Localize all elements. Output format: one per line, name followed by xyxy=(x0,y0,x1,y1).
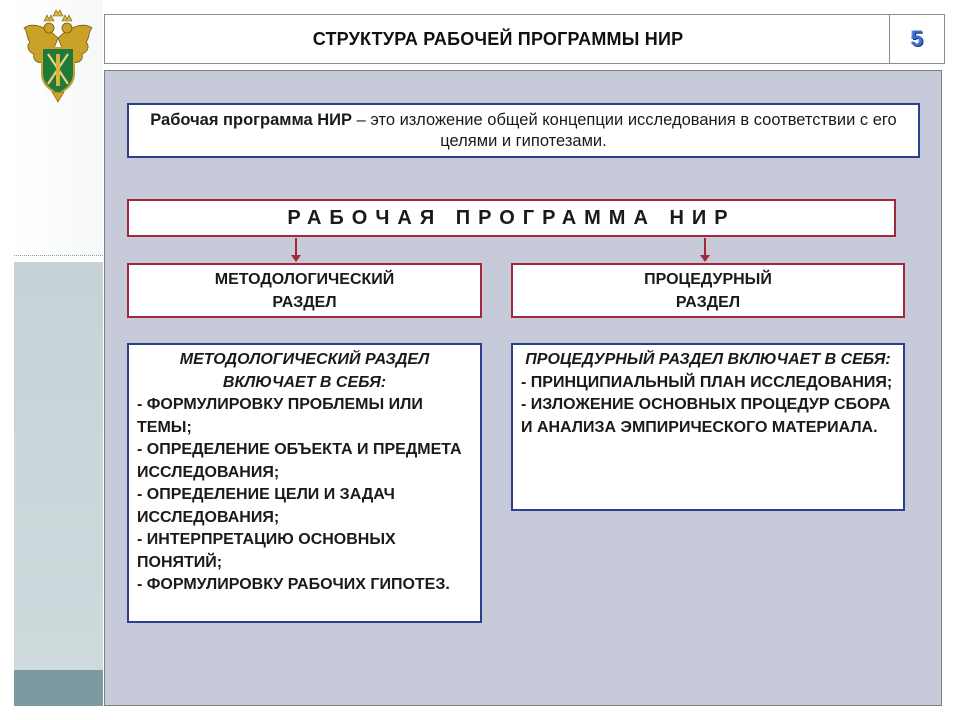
arrow-down-left-icon xyxy=(295,238,297,256)
definition-text: – это изложение общей концепции исследования в соответствии с его целями и гипотезами. xyxy=(352,111,897,150)
methodological-contents-box xyxy=(127,343,482,623)
left-decor-bottom xyxy=(14,670,103,706)
procedural-section-box xyxy=(511,263,905,318)
work-program-label: РАБОЧАЯ ПРОГРАММА НИР xyxy=(287,206,736,229)
list-item: - ИЗЛОЖЕНИЕ ОСНОВНЫХ ПРОЦЕДУР СБОРА И АНАЛИЗА ЭМПИРИЧЕСКОГО МАТЕРИАЛА. xyxy=(521,396,891,436)
methodological-contents-heading: МЕТОДОЛОГИЧЕСКИЙ РАЗДЕЛ ВКЛЮЧАЕТ В СЕБЯ: xyxy=(179,351,430,391)
procedural-section-line1: ПРОЦЕДУРНЫЙ xyxy=(644,270,772,288)
procedural-section-line2: РАЗДЕЛ xyxy=(675,293,741,311)
definition-term: Рабочая программа НИР xyxy=(150,111,353,129)
page-number: 5 xyxy=(910,26,924,51)
methodological-section-line1: МЕТОДОЛОГИЧЕСКИЙ xyxy=(214,270,395,288)
definition-box xyxy=(127,103,920,158)
list-item: - ФОРМУЛИРОВКУ РАБОЧИХ ГИПОТЕЗ. xyxy=(137,576,450,593)
work-program-box xyxy=(127,199,896,237)
list-item: - ОПРЕДЕЛЕНИЕ ЦЕЛИ И ЗАДАЧ ИССЛЕДОВАНИЯ; xyxy=(137,486,395,526)
page-number-box xyxy=(889,14,945,64)
list-item: - ФОРМУЛИРОВКУ ПРОБЛЕМЫ ИЛИ ТЕМЫ; xyxy=(137,396,423,436)
slide-title: СТРУКТУРА РАБОЧЕЙ ПРОГРАММЫ НИР xyxy=(312,28,684,49)
list-item: - ПРИНЦИПИАЛЬНЫЙ ПЛАН ИССЛЕДОВАНИЯ; xyxy=(521,373,893,391)
procedural-contents-box xyxy=(511,343,905,511)
slide-title-bar xyxy=(104,14,892,64)
arrow-down-right-icon xyxy=(704,238,706,256)
methodological-section-box xyxy=(127,263,482,318)
left-margin xyxy=(0,0,14,720)
procedural-contents-heading: ПРОЦЕДУРНЫЙ РАЗДЕЛ ВКЛЮЧАЕТ В СЕБЯ: xyxy=(525,351,891,368)
left-decor-middle xyxy=(14,262,103,670)
list-item: - ИНТЕРПРЕТАЦИЮ ОСНОВНЫХ ПОНЯТИЙ; xyxy=(137,531,396,571)
left-decor-divider xyxy=(14,255,103,256)
list-item: - ОПРЕДЕЛЕНИЕ ОБЪЕКТА И ПРЕДМЕТА ИССЛЕДОВАНИЯ; xyxy=(137,441,462,481)
methodological-section-line2: РАЗДЕЛ xyxy=(272,293,337,311)
customs-emblem-icon xyxy=(20,8,96,104)
